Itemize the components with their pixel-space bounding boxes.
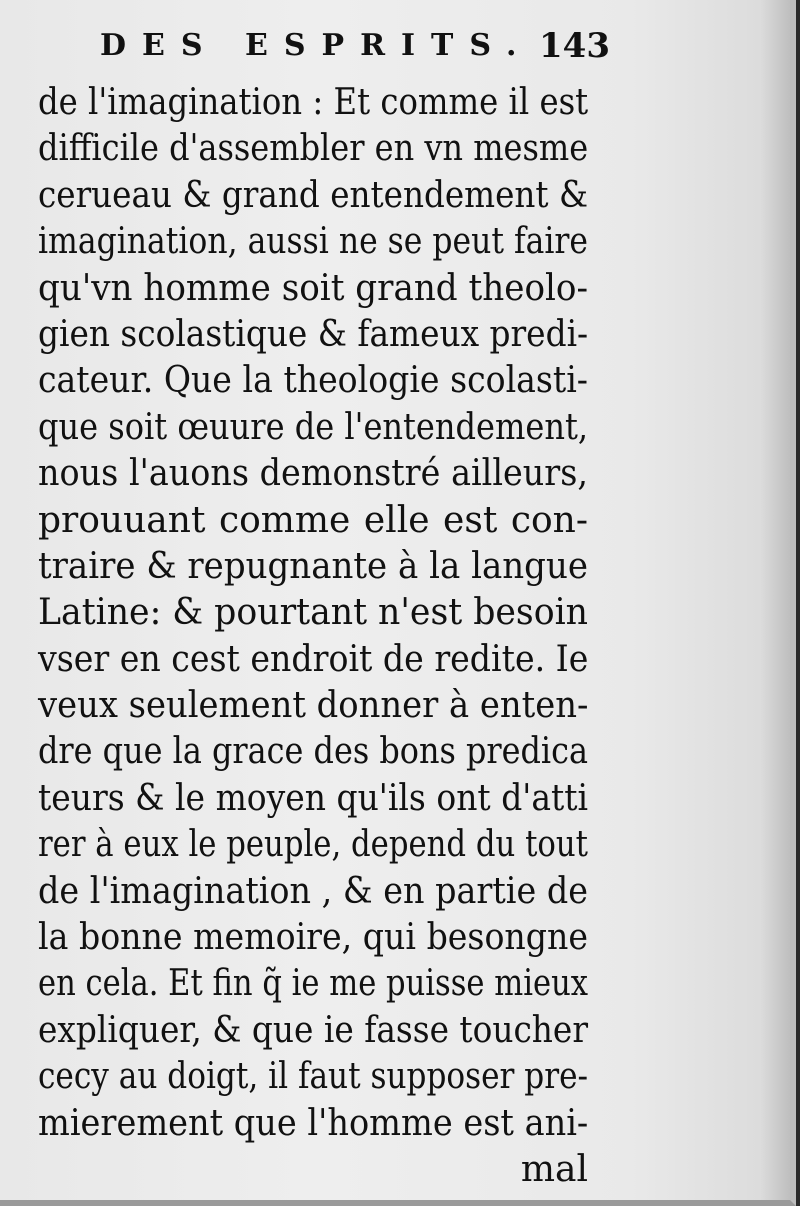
text-line: cerueau & grand entendement & (38, 174, 588, 216)
body-text (38, 80, 588, 1193)
page-edge-shadow (760, 0, 790, 1200)
text-line: Latine: & pourtant n'est besoin (38, 592, 589, 634)
text-line: nous l'auons demonstré ailleurs, (38, 453, 588, 495)
text-line: veux seulement donner à enten- (38, 685, 589, 727)
catchword: mal (520, 1148, 588, 1190)
text-line: difficile d'assembler en vn mesme (38, 128, 589, 170)
text-line: que soit œuure de l'entendement, (38, 406, 589, 448)
text-line: cecy au doigt, il faut supposer pre- (38, 1056, 589, 1098)
text-line: prouuant comme elle est con- (38, 499, 588, 541)
text-line: vser en cest endroit de redite. Ie (38, 638, 589, 680)
text-line: la bonne memoire, qui besongne (38, 917, 588, 959)
text-line: cateur. Que la theologie scolasti- (38, 360, 588, 402)
text-line: de l'imagination : Et comme il est (38, 82, 589, 123)
text-line: mierement que l'homme est ani- (38, 1102, 589, 1144)
text-line: teurs & le moyen qu'ils ont d'atti (38, 777, 588, 819)
text-line: dre que la grace des bons predica (38, 731, 588, 773)
text-line: imagination, aussi ne se peut faire (38, 221, 589, 263)
running-title: DES ESPRITS. (100, 28, 533, 63)
text-line: expliquer, & que ie fasse toucher (38, 1009, 588, 1051)
text-line: rer à eux le peuple, depend du tout (38, 824, 588, 866)
text-line: traire & repugnante à la langue (38, 545, 588, 587)
text-line: qu'vn homme soit grand theolo- (38, 267, 588, 309)
text-line: en cela. Et fin q̃ ie me puisse mieux (38, 963, 588, 1005)
text-line: de l'imagination , & en partie de (38, 870, 588, 912)
running-head (100, 28, 610, 78)
text-line: gien scolastique & fameux predi- (38, 313, 589, 355)
page-number: 143 (539, 26, 610, 66)
